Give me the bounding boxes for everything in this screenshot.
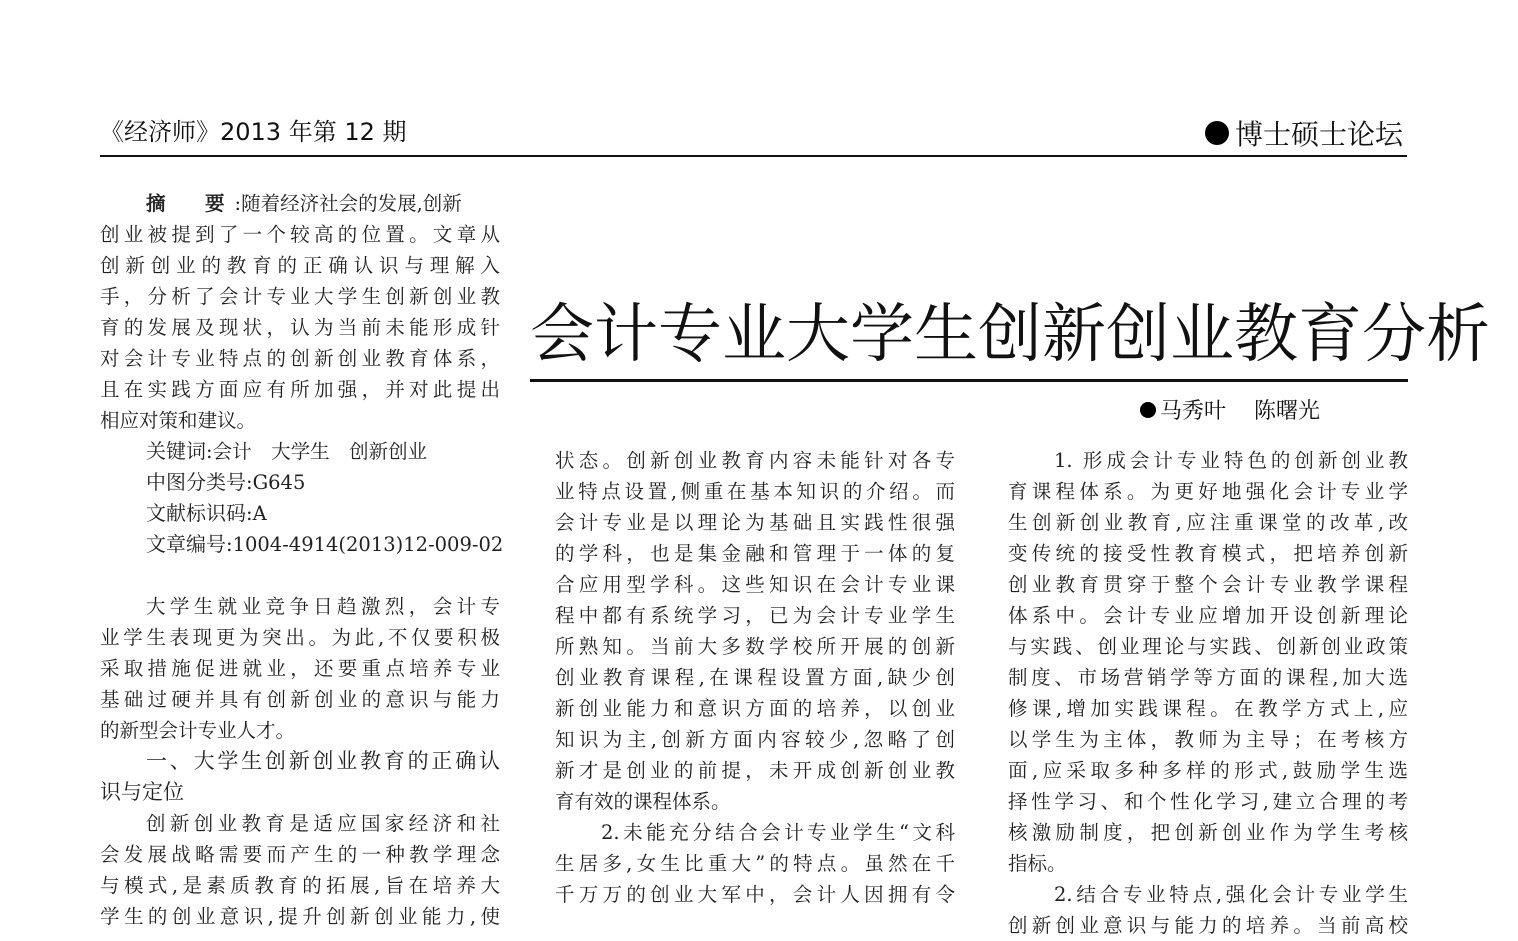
title-char: 业 xyxy=(1170,298,1234,372)
abstract-line: 相应对策和建议。 xyxy=(100,409,257,432)
abstract-label: 摘 要 xyxy=(146,192,235,215)
title-char: 创 xyxy=(1106,298,1170,372)
author-line xyxy=(1140,394,1320,425)
column-right xyxy=(1008,445,1408,937)
section-paragraph: 创新创业教育是适应国家经济和社 会发展战略需要而产生的一种教学理念 与模式,是素质教育的拓展,旨在培养大 学生的创业意识,提升创新创业能力,使 xyxy=(100,812,500,928)
abstract-line: 手，分析了会计专业大学生创新创业教 xyxy=(100,285,500,308)
title-char: 析 xyxy=(1426,298,1490,372)
title-char: 育 xyxy=(1298,298,1362,372)
bullet-icon xyxy=(1140,402,1156,418)
article-metadata xyxy=(100,436,504,560)
keywords-row: 关键词:会计 大学生 创新创业 xyxy=(146,439,428,463)
section-header xyxy=(1205,113,1403,153)
author-name: 马秀叶 xyxy=(1160,399,1227,424)
abstract-line: :随着经济社会的发展,创新 xyxy=(234,192,462,215)
column-middle xyxy=(555,445,955,910)
article-title xyxy=(530,290,1490,380)
author-name: 陈曙光 xyxy=(1254,399,1321,424)
title-char: 生 xyxy=(914,298,978,372)
title-char: 会 xyxy=(530,298,594,372)
intro-paragraph: 大学生就业竞争日趋激烈，会计专 业学生表现更为突出。为此,不仅要积极 采取措施促进就业，还要重点培养专业 基础过硬并具有创新创业的意识与能力 的新型会计专业人才。 xyxy=(100,595,500,742)
point-1-paragraph: 1. 形成会计专业特色的创新创业教 育课程体系。为更好地强化会计专业学 生创新创业教育,应注重课堂的改革,改 变传统的接受性教育模式，把培养创新 创业教育贯穿于整个会计专业教学课程 体系中。会计专业应增加开设创新理论 与实践、创业理论与实践、创新创业政策 制度、市场营销学等方面的课程,加大选 修课,增加实践课程。在教学方式上,应 以学生为主体，教师为主导；在考核方 面,应采取多种多样的形式,鼓励学生选 择性学习、和个性化学习,建立合理的考 核激励制度，把创新创业作为学生考核 指标。 xyxy=(1008,449,1408,875)
title-char: 大 xyxy=(786,298,850,372)
abstract-line: 创新创业的教育的正确认识与理解入 xyxy=(100,254,500,277)
body-paragraph: 状态。创新创业教育内容未能针对各专 业特点设置,侧重在基本知识的介绍。而 会计专业是以理论为基础且实践性很强 的学科，也是集金融和管理于一体的复 合应用型学科。这些知识在会计专业课 程中都有系统学习，已为会计专业学生 所熟知。当前大多数学校所开展的创新 创业教育课程,在课程设置方面,缺少创 新创业能力和意识方面的培养，以创业 知识为主,创新方面内容较少,忽略了创 新才是创业的前提，未开成创新创业教 育有效的课程体系。 xyxy=(555,449,955,813)
title-char: 计 xyxy=(594,298,658,372)
title-char: 专 xyxy=(658,298,722,372)
title-char: 业 xyxy=(722,298,786,372)
abstract-line: 且在实践方面应有所加强，并对此提出 xyxy=(100,378,500,401)
title-char: 新 xyxy=(1042,298,1106,372)
abstract xyxy=(100,188,500,436)
title-char: 创 xyxy=(978,298,1042,372)
column-left xyxy=(100,188,504,928)
journal-issue-header: 《经济师》2013 年第 12 期 xyxy=(100,118,407,146)
title-char: 分 xyxy=(1362,298,1426,372)
header-divider xyxy=(100,155,1407,157)
abstract-line: 育的发展及现状，认为当前未能形成针 xyxy=(100,316,500,339)
point-2-paragraph: 2.未能充分结合会计专业学生“文科 生居多,女生比重大”的特点。虽然在千 千万万的创业大军中，会计人因拥有令 xyxy=(555,821,955,906)
document-code-row: 文献标识码:A xyxy=(146,501,267,525)
abstract-line: 对会计专业特点的创新创业教育体系， xyxy=(100,347,500,370)
article-number-row: 文章编号:1004-4914(2013)12-009-02 xyxy=(146,532,504,556)
classification-row: 中图分类号:G645 xyxy=(146,470,306,494)
abstract-line: 创业被提到了一个较高的位置。文章从 xyxy=(100,223,500,246)
section-heading: 一、大学生创新创业教育的正确认 识与定位 xyxy=(100,749,500,804)
title-divider xyxy=(530,379,1408,382)
title-char: 教 xyxy=(1234,298,1298,372)
bullet-icon xyxy=(1205,121,1229,145)
point-2-paragraph: 2.结合专业特点,强化会计专业学生 创新创业意识与能力的培养。当前高校 xyxy=(1008,883,1408,937)
section-label: 博士硕士论坛 xyxy=(1234,118,1403,151)
title-char: 学 xyxy=(850,298,914,372)
